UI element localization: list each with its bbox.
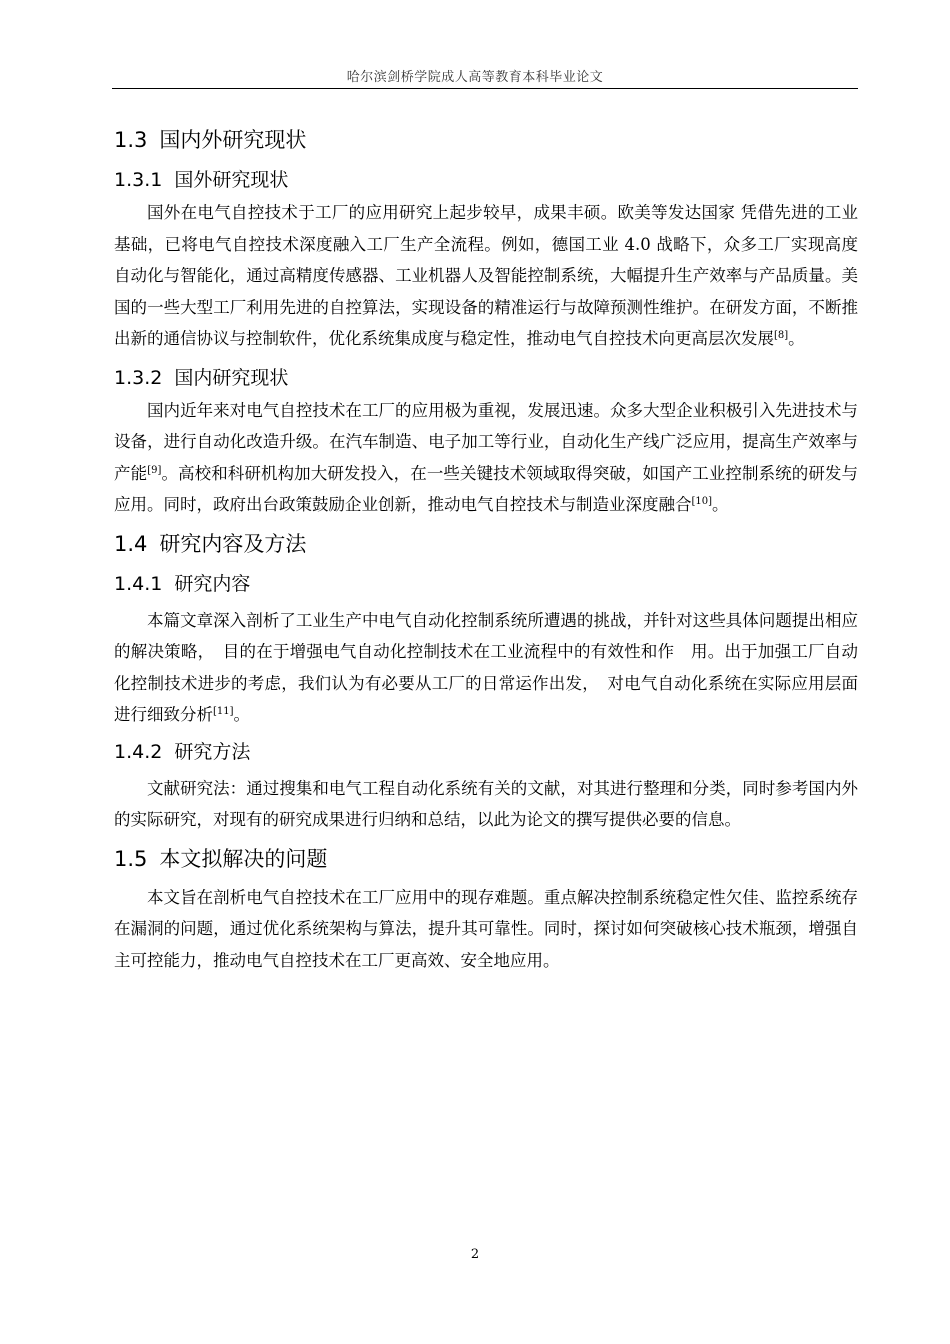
subsection-title: 研究内容	[174, 572, 251, 595]
paragraph-end: 。	[712, 495, 729, 514]
paragraph-text: 。高校和科研机构加大研发投入，在一些关键技术领域取得突破，如国产工业控制系统的研发与应用。同时，政府出台政策鼓励企业创新，推动电气自控技术与制造业深度融合	[114, 463, 859, 514]
page-number: 2	[470, 1247, 480, 1262]
citation: [9]	[147, 464, 162, 476]
paragraph-text: 本篇文章深入剖析了工业生产中电气自动化控制系统所遭遇的挑战，并针对这些具体问题提出相应的解决策略， 目的在于增强电气自动化控制技术在工业流程中的有效性和作 用。出于加强工厂自动化控制技术进步的考虑，我们认为有必要从工厂的日常运作出发， 对电气自动化系统在实际应用层面进行细致分析	[114, 610, 858, 724]
section-heading-1-3	[114, 121, 858, 159]
paragraph-1-3-2	[114, 395, 858, 521]
paragraph-end: 。	[233, 705, 251, 724]
subsection-heading-1-4-1	[114, 567, 858, 601]
section-title: 本文拟解决的问题	[159, 846, 328, 871]
paragraph-1-4-1	[114, 605, 858, 731]
subsection-title: 国内研究现状	[174, 366, 289, 389]
paragraph-1-4-2: 文献研究法：通过搜集和电气工程自动化系统有关的文献，对其进行整理和分类，同时参考国内外的实际研究，对现有的研究成果进行归纳和总结，以此为论文的撰写提供必要的信息。	[114, 778, 858, 829]
section-heading-1-4	[114, 525, 858, 563]
section-title: 国内外研究现状	[159, 128, 307, 152]
citation: [10]	[691, 496, 713, 507]
page-body	[114, 121, 858, 976]
header-rule	[112, 88, 858, 89]
section-title: 研究内容及方法	[159, 531, 307, 556]
subsection-number: 1.3.2	[114, 366, 163, 389]
running-header: 哈尔滨剑桥学院成人高等教育本科毕业论文	[346, 70, 604, 85]
section-number: 1.5	[114, 846, 148, 871]
subsection-heading-1-4-2	[114, 735, 858, 769]
subsection-title: 研究方法	[174, 740, 251, 763]
subsection-title: 国外研究现状	[174, 169, 289, 191]
citation: [11]	[213, 706, 234, 717]
citation: [8]	[774, 330, 789, 341]
subsection-heading-1-3-2	[114, 361, 858, 395]
paragraph-text: 国外在电气自控技术于工厂的应用研究上起步较早，成果丰硕。欧美等发达国家 凭借先进的工业基础，已将电气自控技术深度融入工厂生产全流程。例如，德国工业 4.0 战略下，众多工厂实现高度自动化与智能化，通过高精度传感器、工业机器人及智能控制系统，大幅提升生产效率与产品质量。美国的一些大型工厂利用先进的自控算法，实现设备的精准运行与故障预测性维护。在研发方面，不断推出新的通信协议与控制软件，优化系统集成度与稳定性，推动电气自控技术向更高层次发展	[114, 203, 858, 348]
section-number: 1.4	[114, 531, 148, 556]
subsection-number: 1.3.1	[114, 169, 163, 191]
section-heading-1-5	[114, 840, 858, 878]
subsection-number: 1.4.1	[114, 572, 163, 595]
paragraph-end: 。	[788, 329, 805, 348]
paragraph-1-5: 本文旨在剖析电气自控技术在工厂应用中的现存难题。重点解决控制系统稳定性欠佳、监控系统存在漏洞的问题，通过优化系统架构与算法，提升其可靠性。同时，探讨如何突破核心技术瓶颈，增强自主可控能力，推动电气自控技术在工厂更高效、安全地应用。	[114, 887, 858, 970]
subsection-heading-1-3-1	[114, 163, 858, 197]
paragraph-1-3-1	[114, 197, 858, 355]
subsection-number: 1.4.2	[114, 740, 163, 763]
paragraph-text: 国内近年来对电气自控技术在工厂的应用极为重视，发展迅速。众多大型企业积极引入先进技术与设备，进行自动化改造升级。在汽车制造、电子加工等行业，自动化生产线广泛应用，提高生产效率与产能	[114, 400, 858, 483]
section-number: 1.3	[114, 128, 148, 152]
